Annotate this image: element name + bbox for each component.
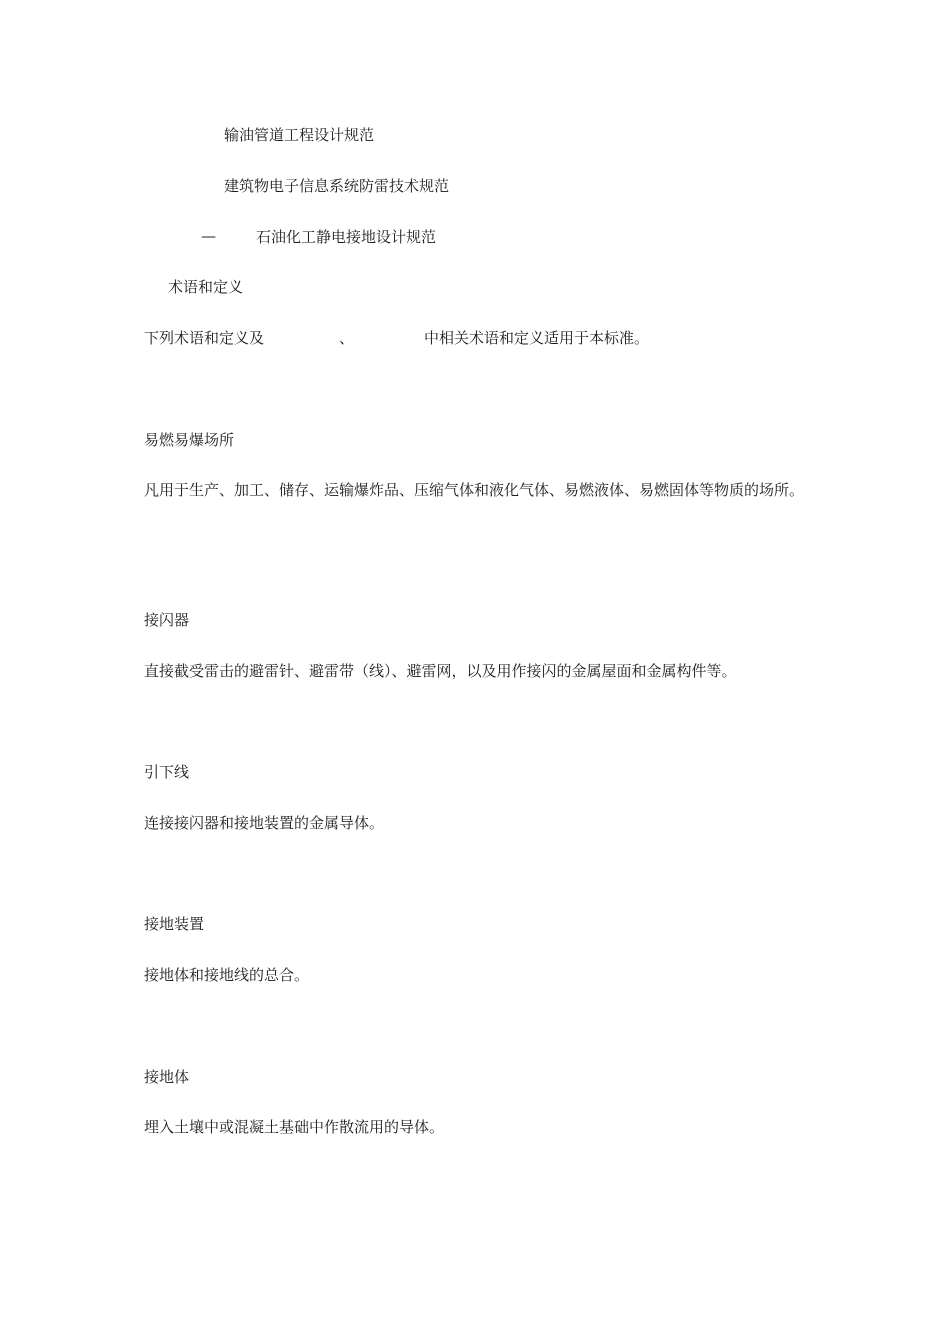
term-title: 引下线 [144, 763, 190, 781]
term-title: 易燃易爆场所 [144, 431, 235, 449]
term-title: 接地装置 [144, 915, 205, 933]
reference-item: 建筑物电子信息系统防雷技术规范 [224, 177, 450, 195]
term-definition: 连接接闪器和接地装置的金属导体。 [144, 814, 385, 832]
intro-text-part2: 中相关术语和定义适用于本标准。 [424, 329, 650, 347]
reference-item: 输油管道工程设计规范 [224, 126, 375, 144]
reference-item: 石油化工静电接地设计规范 [256, 228, 437, 246]
term-title: 接闪器 [144, 611, 190, 629]
term-definition: 凡用于生产、加工、储存、运输爆炸品、压缩气体和液化气体、易燃液体、易燃固体等物质的场所。 [144, 481, 805, 499]
term-definition: 接地体和接地线的总合。 [144, 966, 310, 984]
reference-dash: — [201, 227, 216, 245]
term-definition: 埋入土壤中或混凝土基础中作散流用的导体。 [144, 1118, 445, 1136]
section-title: 术语和定义 [168, 278, 244, 296]
intro-text-part1: 下列术语和定义及 [144, 329, 265, 347]
intro-separator: 、 [339, 329, 355, 347]
term-definition: 直接截受雷击的避雷针、避雷带（线）、避雷网，以及用作接闪的金属屋面和金属构件等。 [144, 662, 737, 680]
term-title: 接地体 [144, 1068, 190, 1086]
